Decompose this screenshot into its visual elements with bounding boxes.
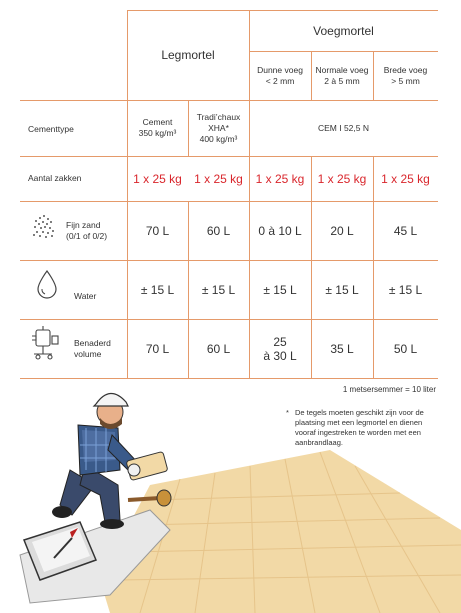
water-label: Water (74, 291, 97, 301)
zakken-value: 1 x 25 kg (381, 171, 430, 186)
volume-value: 70 L (145, 341, 170, 356)
water-value: ± 15 L (201, 282, 236, 297)
volume-value: 60 L (206, 341, 231, 356)
metser-note: 1 metsersemmer = 10 liter (342, 385, 436, 394)
dunne-voeg-header: Dunne voeg < 2 mm (257, 64, 303, 86)
brede-voeg-header: Brede voeg > 5 mm (383, 64, 428, 86)
zand-value: 70 L (145, 223, 170, 238)
volume-rule (20, 378, 438, 379)
voegmortel-header: Voegmortel (313, 23, 374, 38)
zakken-value: 1 x 25 kg (255, 171, 305, 186)
cementtype-label: Cementtype (28, 124, 74, 134)
sand-icon (32, 213, 56, 239)
zand-value: 45 L (393, 223, 418, 238)
water-value: ± 15 L (263, 282, 297, 297)
tile-note: De tegels moeten geschikt zijn voor de plaatsing met een legmortel en dienen vooraf ingestreken te worden met een aanbrandlaag. (295, 408, 424, 447)
zakken-value: 1 x 25 kg (194, 171, 243, 186)
water-value: ± 15 L (325, 282, 359, 297)
cement-value: Cement 350 kg/m³ (138, 117, 177, 138)
volume-value: 50 L (393, 341, 418, 356)
water-drop-icon (36, 270, 58, 300)
zand-label: Fijn zand (0/1 of 0/2) (66, 220, 108, 241)
volume-label: Benaderd volume (74, 338, 111, 359)
zakken-label: Aantal zakken (28, 173, 82, 183)
zakken-value: 1 x 25 kg (133, 171, 182, 186)
volume-value: 25 à 30 L (263, 334, 297, 363)
cement-mixer-icon (28, 326, 62, 360)
legmortel-header: Legmortel (161, 48, 215, 62)
water-value: ± 15 L (388, 282, 423, 297)
worker-illustration (0, 390, 461, 613)
zand-value: 60 L (206, 223, 231, 238)
normale-voeg-header: Normale voeg 2 à 5 mm (315, 64, 369, 86)
volume-value: 35 L (330, 341, 354, 356)
star-marker: * (286, 408, 289, 417)
water-value: ± 15 L (140, 282, 175, 297)
zand-value: 20 L (330, 223, 354, 238)
zakken-value: 1 x 25 kg (317, 171, 367, 186)
zand-value: 0 à 10 L (258, 223, 302, 238)
tradi-value: Tradi’chaux XHA* 400 kg/m³ (196, 111, 241, 144)
cem-value: CEM I 52,5 N (317, 122, 370, 133)
